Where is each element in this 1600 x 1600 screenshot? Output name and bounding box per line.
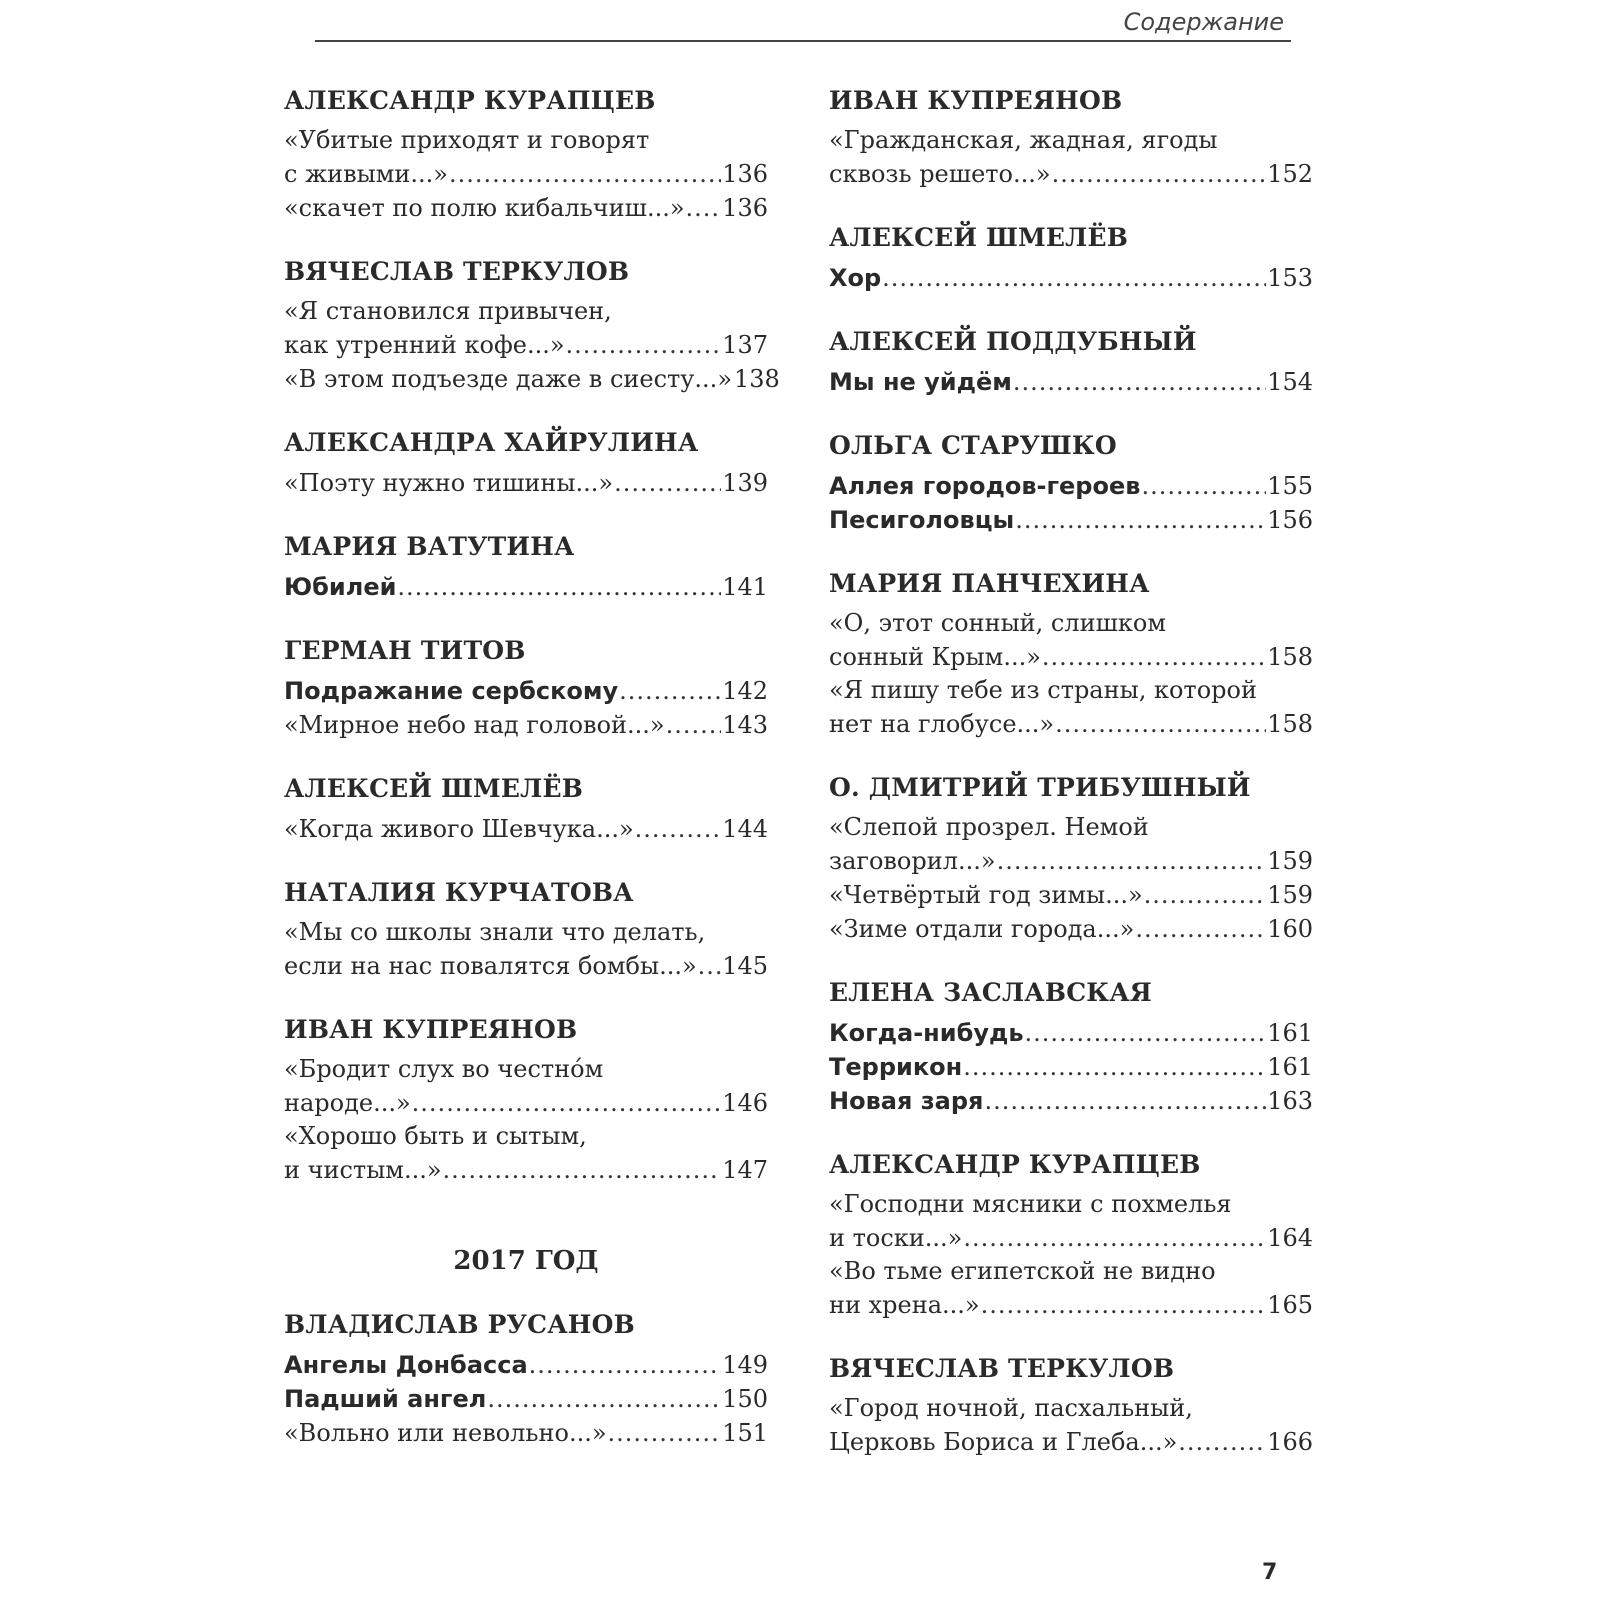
entry-title: «Четвёртый год зимы...» bbox=[829, 881, 1143, 909]
entry-title: заговорил...» bbox=[829, 847, 996, 875]
author-heading: ОЛЬГА СТАРУШКО bbox=[829, 431, 1117, 460]
dot-leader bbox=[614, 466, 721, 500]
author-heading: АЛЕКСЕЙ ШМЕЛЁВ bbox=[829, 223, 1129, 252]
dot-leader bbox=[443, 1153, 722, 1187]
dot-leader bbox=[449, 157, 721, 191]
entry-row bbox=[284, 328, 768, 362]
dot-leader bbox=[1025, 1016, 1267, 1050]
toc-entry[interactable] bbox=[829, 124, 1313, 191]
entry-title: «скачет по полю кибальчиш...» bbox=[284, 194, 685, 222]
entry-row bbox=[284, 812, 768, 846]
entry-title-line: «Во тьме египетской не видно bbox=[829, 1257, 1216, 1285]
entry-page-number: 164 bbox=[1267, 1224, 1313, 1252]
author-heading: АЛЕКСАНДРА ХАЙРУЛИНА bbox=[284, 428, 699, 457]
toc-entry[interactable] bbox=[829, 365, 1313, 399]
toc-entry[interactable] bbox=[284, 466, 768, 500]
entry-title: как утренний кофе...» bbox=[284, 331, 565, 359]
author-heading: АЛЕКСЕЙ ШМЕЛЁВ bbox=[284, 774, 584, 803]
entry-title-line: «Убитые приходят и говорят bbox=[284, 126, 650, 154]
author-heading: ИВАН КУПРЕЯНОВ bbox=[284, 1015, 578, 1044]
dot-leader bbox=[619, 674, 721, 708]
author-heading: ИВАН КУПРЕЯНОВ bbox=[829, 86, 1123, 115]
entry-title-line: «Слепой прозрел. Немой bbox=[829, 813, 1149, 841]
entry-row bbox=[284, 1382, 768, 1416]
entry-page-number: 138 bbox=[734, 365, 780, 393]
entry-title: Террикон bbox=[829, 1053, 963, 1081]
header-rule bbox=[315, 40, 1291, 42]
dot-leader bbox=[1178, 1425, 1266, 1459]
toc-entry[interactable] bbox=[829, 1050, 1313, 1084]
author-heading: НАТАЛИЯ КУРЧАТОВА bbox=[284, 878, 634, 907]
entry-title: Мы не уйдём bbox=[829, 368, 1012, 396]
author-heading: ВЛАДИСЛАВ РУСАНОВ bbox=[284, 1310, 635, 1339]
author-heading: О. ДМИТРИЙ ТРИБУШНЫЙ bbox=[829, 773, 1251, 802]
dot-leader bbox=[1144, 878, 1267, 912]
dot-leader bbox=[529, 1348, 722, 1382]
dot-leader bbox=[686, 191, 722, 225]
entry-row bbox=[284, 1153, 768, 1187]
year-heading: 2017 ГОД bbox=[453, 1246, 599, 1276]
entry-title: Юбилей bbox=[284, 573, 397, 601]
toc-entry[interactable] bbox=[829, 811, 1313, 878]
toc-section bbox=[829, 428, 1313, 537]
entry-page-number: 165 bbox=[1267, 1291, 1313, 1319]
dot-leader bbox=[1141, 469, 1266, 503]
entry-title: и чистым...» bbox=[284, 1156, 442, 1184]
toc-entry[interactable] bbox=[829, 1255, 1313, 1322]
toc-entry[interactable] bbox=[829, 1392, 1313, 1459]
toc-entry[interactable] bbox=[284, 1053, 768, 1120]
entry-page-number: 141 bbox=[722, 573, 768, 601]
dot-leader bbox=[566, 328, 722, 362]
entry-page-number: 156 bbox=[1267, 506, 1313, 534]
toc-entry[interactable] bbox=[284, 570, 768, 604]
entry-page-number: 159 bbox=[1267, 847, 1313, 875]
entry-page-number: 161 bbox=[1267, 1053, 1313, 1081]
toc-section bbox=[829, 566, 1313, 741]
dot-leader bbox=[963, 1221, 1266, 1255]
entry-page-number: 144 bbox=[722, 815, 768, 843]
toc-entry[interactable] bbox=[284, 674, 768, 708]
toc-entry[interactable] bbox=[829, 503, 1313, 537]
author-heading: АЛЕКСЕЙ ПОДДУБНЫЙ bbox=[829, 327, 1197, 356]
entry-row bbox=[284, 1348, 768, 1382]
entry-title: Падший ангел bbox=[284, 1385, 487, 1413]
entry-title-line: «Я становился привычен, bbox=[284, 297, 612, 325]
entry-title-line: «Господни мясники с похмелья bbox=[829, 1190, 1232, 1218]
author-heading: ВЯЧЕСЛАВ ТЕРКУЛОВ bbox=[829, 1354, 1175, 1383]
toc-entry[interactable] bbox=[284, 1416, 768, 1450]
toc-entry[interactable] bbox=[829, 261, 1313, 295]
toc-entry[interactable] bbox=[284, 191, 768, 225]
toc-section bbox=[829, 220, 1313, 295]
dot-leader bbox=[397, 570, 721, 604]
entry-page-number: 158 bbox=[1267, 643, 1313, 671]
page-number: 7 bbox=[1262, 1560, 1278, 1585]
entry-row bbox=[284, 570, 768, 604]
entry-title: Церковь Бориса и Глеба...» bbox=[829, 1428, 1178, 1456]
toc-entry[interactable] bbox=[829, 1188, 1313, 1255]
left-sections-before-year bbox=[284, 83, 780, 1187]
dot-leader bbox=[1135, 912, 1266, 946]
entry-page-number: 166 bbox=[1267, 1428, 1313, 1456]
entry-title: с живыми...» bbox=[284, 160, 448, 188]
author-heading: ЕЛЕНА ЗАСЛАВСКАЯ bbox=[829, 978, 1153, 1007]
toc-entry[interactable] bbox=[284, 1382, 768, 1416]
entry-row bbox=[829, 707, 1313, 741]
entry-title: сонный Крым...» bbox=[829, 643, 1041, 671]
entry-page-number: 137 bbox=[722, 331, 768, 359]
entry-title: «Мирное небо над головой...» bbox=[284, 711, 665, 739]
entry-row bbox=[829, 640, 1313, 674]
toc-section bbox=[284, 529, 768, 604]
dot-leader bbox=[1055, 707, 1266, 741]
dot-leader bbox=[984, 1084, 1266, 1118]
toc-section bbox=[284, 1012, 768, 1187]
dot-leader bbox=[882, 261, 1266, 295]
right-sections bbox=[829, 83, 1313, 1459]
toc-section bbox=[829, 83, 1313, 191]
entry-page-number: 139 bbox=[722, 469, 768, 497]
entry-title: «В этом подъезде даже в сиесту...» bbox=[284, 365, 732, 393]
entry-row bbox=[284, 466, 768, 500]
entry-row bbox=[284, 1086, 768, 1120]
entry-page-number: 152 bbox=[1267, 160, 1313, 188]
entry-row bbox=[829, 878, 1313, 912]
dot-leader bbox=[412, 1086, 722, 1120]
entry-title: Хор bbox=[829, 264, 882, 292]
entry-row bbox=[829, 365, 1313, 399]
dot-leader bbox=[698, 949, 722, 983]
entry-page-number: 136 bbox=[722, 160, 768, 188]
left-sections-after-year bbox=[284, 1307, 768, 1450]
dot-leader bbox=[1013, 365, 1266, 399]
entry-page-number: 155 bbox=[1267, 472, 1313, 500]
entry-title-line: «Бродит слух во честно́м bbox=[284, 1055, 604, 1083]
entry-title: «Поэту нужно тишины...» bbox=[284, 469, 614, 497]
toc-section bbox=[284, 875, 768, 983]
author-heading: МАРИЯ ВАТУТИНА bbox=[284, 532, 575, 561]
entry-page-number: 154 bbox=[1267, 368, 1313, 396]
entry-page-number: 158 bbox=[1267, 710, 1313, 738]
entry-title-line: «Я пишу тебе из страны, которой bbox=[829, 676, 1257, 704]
entry-row bbox=[829, 469, 1313, 503]
toc-entry[interactable] bbox=[284, 362, 780, 396]
entry-row bbox=[284, 157, 768, 191]
entry-title: Песиголовцы bbox=[829, 506, 1015, 534]
toc-entry[interactable] bbox=[284, 916, 768, 983]
entry-page-number: 143 bbox=[722, 711, 768, 739]
toc-section bbox=[284, 83, 768, 225]
entry-row bbox=[284, 674, 768, 708]
entry-row bbox=[284, 708, 768, 742]
toc-entry[interactable] bbox=[284, 1120, 768, 1187]
toc-section bbox=[829, 975, 1313, 1118]
entry-row bbox=[829, 503, 1313, 537]
entry-row bbox=[284, 949, 768, 983]
entry-title: Аллея городов-героев bbox=[829, 472, 1141, 500]
toc-section bbox=[284, 254, 780, 396]
entry-row bbox=[829, 1084, 1313, 1118]
toc-entry[interactable] bbox=[829, 469, 1313, 503]
entry-row bbox=[284, 191, 768, 225]
dot-leader bbox=[608, 1416, 722, 1450]
entry-page-number: 161 bbox=[1267, 1019, 1313, 1047]
toc-entry[interactable] bbox=[284, 1348, 768, 1382]
author-heading: ГЕРМАН ТИТОВ bbox=[284, 636, 526, 665]
entry-title: Новая заря bbox=[829, 1087, 984, 1115]
toc-entry[interactable] bbox=[829, 878, 1313, 912]
dot-leader bbox=[666, 708, 722, 742]
entry-page-number: 146 bbox=[722, 1089, 768, 1117]
entry-page-number: 159 bbox=[1267, 881, 1313, 909]
entry-row bbox=[829, 1288, 1313, 1322]
entry-row bbox=[829, 844, 1313, 878]
entry-row bbox=[829, 1221, 1313, 1255]
toc-entry[interactable] bbox=[284, 295, 768, 362]
dot-leader bbox=[981, 1288, 1267, 1322]
entry-page-number: 160 bbox=[1267, 915, 1313, 943]
author-heading: МАРИЯ ПАНЧЕХИНА bbox=[829, 569, 1150, 598]
entry-title: народе...» bbox=[284, 1089, 411, 1117]
entry-page-number: 147 bbox=[722, 1156, 768, 1184]
entry-page-number: 149 bbox=[722, 1351, 768, 1379]
entry-title-line: «Хорошо быть и сытым, bbox=[284, 1122, 587, 1150]
entry-title: Когда-нибудь bbox=[829, 1019, 1024, 1047]
entry-title: Ангелы Донбасса bbox=[284, 1351, 528, 1379]
entry-title-line: «Город ночной, пасхальный, bbox=[829, 1394, 1193, 1422]
toc-entry[interactable] bbox=[829, 1016, 1313, 1050]
dot-leader bbox=[487, 1382, 721, 1416]
entry-title: если на нас повалятся бомбы...» bbox=[284, 952, 697, 980]
entry-row bbox=[829, 912, 1313, 946]
entry-title: «Когда живого Шевчука...» bbox=[284, 815, 634, 843]
entry-title-line: «О, этот сонный, слишком bbox=[829, 609, 1167, 637]
toc-entry[interactable] bbox=[829, 607, 1313, 674]
dot-leader bbox=[1052, 157, 1267, 191]
dot-leader bbox=[1042, 640, 1266, 674]
toc-entry[interactable] bbox=[829, 912, 1313, 946]
author-heading: АЛЕКСАНДР КУРАПЦЕВ bbox=[829, 1150, 1201, 1179]
toc-section bbox=[284, 771, 768, 846]
toc-right-column bbox=[829, 83, 1313, 1488]
entry-page-number: 150 bbox=[722, 1385, 768, 1413]
toc-section bbox=[284, 633, 768, 742]
entry-title: ни хрена...» bbox=[829, 1291, 980, 1319]
toc-section bbox=[829, 1147, 1313, 1322]
entry-row bbox=[284, 362, 780, 396]
entry-title: Подражание сербскому bbox=[284, 677, 619, 705]
running-title: Содержание bbox=[1123, 8, 1284, 36]
entry-title-line: «Гражданская, жадная, ягоды bbox=[829, 126, 1218, 154]
dot-leader bbox=[963, 1050, 1266, 1084]
toc-entry[interactable] bbox=[829, 1084, 1313, 1118]
toc-section bbox=[284, 1307, 768, 1450]
toc-entry[interactable] bbox=[829, 674, 1313, 741]
toc-entry[interactable] bbox=[284, 812, 768, 846]
toc-section bbox=[829, 770, 1313, 946]
author-heading: ВЯЧЕСЛАВ ТЕРКУЛОВ bbox=[284, 257, 630, 286]
entry-row bbox=[829, 1050, 1313, 1084]
toc-entry[interactable] bbox=[284, 708, 768, 742]
entry-row bbox=[829, 157, 1313, 191]
entry-page-number: 136 bbox=[722, 194, 768, 222]
entry-page-number: 142 bbox=[722, 677, 768, 705]
entry-row bbox=[829, 261, 1313, 295]
entry-page-number: 145 bbox=[722, 952, 768, 980]
dot-leader bbox=[997, 844, 1267, 878]
entry-title: сквозь решето...» bbox=[829, 160, 1051, 188]
toc-entry[interactable] bbox=[284, 124, 768, 191]
toc-section bbox=[829, 1351, 1313, 1459]
entry-page-number: 163 bbox=[1267, 1087, 1313, 1115]
toc-section bbox=[284, 425, 768, 500]
entry-row bbox=[829, 1425, 1313, 1459]
toc-section bbox=[829, 324, 1313, 399]
toc-left-column bbox=[284, 83, 780, 1479]
entry-page-number: 151 bbox=[722, 1419, 768, 1447]
author-heading: АЛЕКСАНДР КУРАПЦЕВ bbox=[284, 86, 656, 115]
entry-title: нет на глобусе...» bbox=[829, 710, 1055, 738]
entry-title: и тоски...» bbox=[829, 1224, 963, 1252]
entry-row bbox=[284, 1416, 768, 1450]
entry-title: «Зиме отдали города...» bbox=[829, 915, 1135, 943]
entry-title: «Вольно или невольно...» bbox=[284, 1419, 607, 1447]
entry-row bbox=[829, 1016, 1313, 1050]
entry-title-line: «Мы со школы знали что делать, bbox=[284, 918, 706, 946]
entry-page-number: 153 bbox=[1267, 264, 1313, 292]
dot-leader bbox=[635, 812, 722, 846]
dot-leader bbox=[1015, 503, 1266, 537]
